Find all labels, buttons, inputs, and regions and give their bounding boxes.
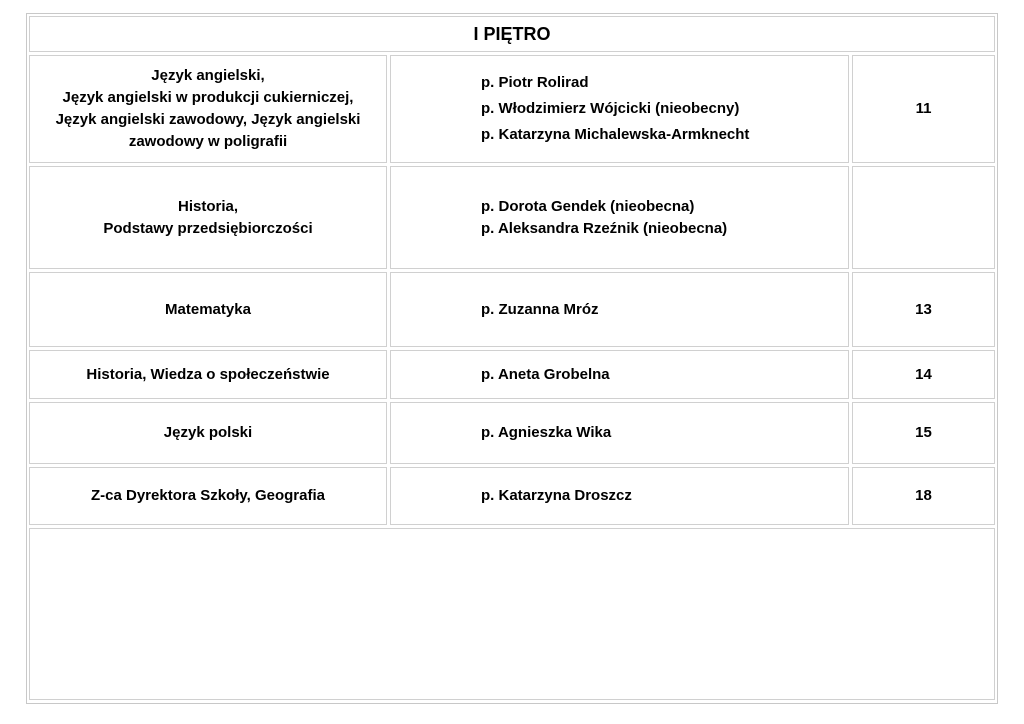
- room-number: 13: [852, 272, 995, 347]
- subject-line: Język angielski,: [151, 67, 265, 84]
- room-number: 15: [852, 402, 995, 464]
- teacher-name: p. Katarzyna Michalewska-Armknecht: [481, 126, 750, 143]
- subject-line: Matematyka: [165, 300, 251, 318]
- teacher-name: p. Dorota Gendek (nieobecna): [481, 197, 695, 215]
- subject-cell: [29, 350, 387, 399]
- teacher-name: p. Katarzyna Droszcz: [481, 487, 632, 504]
- subject-line: Język angielski zawodowy, Język angielski: [55, 111, 361, 128]
- teacher-name: p. Agnieszka Wika: [481, 424, 612, 441]
- teacher-name: p. Piotr Rolirad: [481, 74, 589, 91]
- subject-cell: [29, 467, 387, 525]
- subject-line: Podstawy przedsiębiorczości: [103, 219, 313, 237]
- subject-line: Z-ca Dyrektora Szkoły, Geografia: [91, 487, 325, 504]
- teacher-cell: [390, 467, 849, 525]
- room-number: 14: [852, 350, 995, 399]
- teacher-name: p. Włodzimierz Wójcicki (nieobecny): [481, 100, 740, 117]
- room-number: 11: [852, 55, 995, 163]
- subject-cell: [29, 55, 387, 163]
- subject-cell: [29, 402, 387, 464]
- teacher-cell: [390, 166, 849, 269]
- subject-line: Historia,: [177, 197, 238, 215]
- subject-line: Historia, Wiedza o społeczeństwie: [86, 365, 330, 383]
- teacher-name: p. Zuzanna Mróz: [481, 300, 599, 318]
- subject-cell: [29, 166, 387, 269]
- teacher-cell: [390, 55, 849, 163]
- room-number: [852, 166, 995, 269]
- floor-title: I PIĘTRO: [29, 16, 995, 52]
- teacher-name: p. Aneta Grobelna: [481, 365, 610, 383]
- teacher-cell: [390, 272, 849, 347]
- room-number: 18: [852, 467, 995, 525]
- teacher-cell: [390, 402, 849, 464]
- subject-cell: [29, 272, 387, 347]
- subject-line: Język polski: [163, 424, 253, 441]
- empty-table-row: [29, 528, 995, 700]
- subject-line: zawodowy w poligrafii: [128, 133, 288, 150]
- teacher-name: p. Aleksandra Rzeźnik (nieobecna): [481, 219, 728, 237]
- subject-line: Język angielski w produkcji cukierniczej,: [62, 89, 354, 106]
- teacher-cell: [390, 350, 849, 399]
